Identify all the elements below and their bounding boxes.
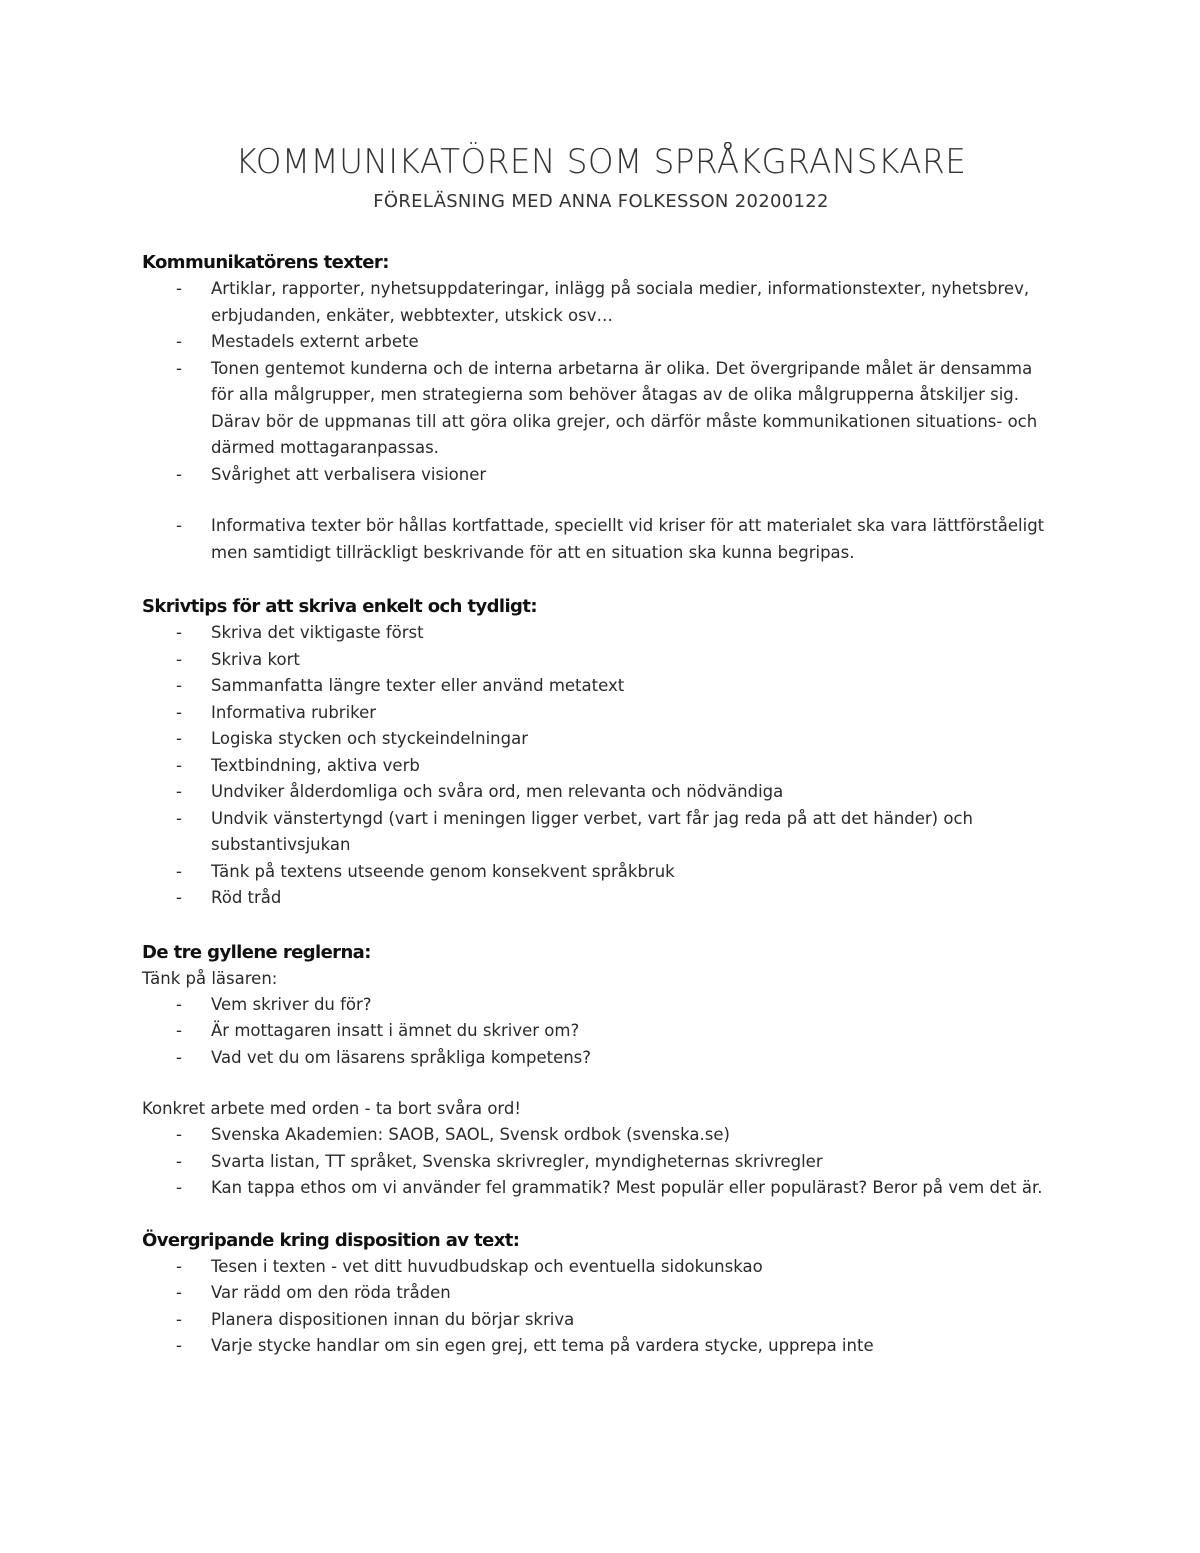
list-item: - Tonen gentemot kunderna och de interna arbetarna är olika. Det övergripande målet är densamma för alla målgrupper, men strategierna som behöver åtagas av de olika målgrupperna åtskiljer sig. Därav bör de uppmanas till att göra olika grejer, och därför måste kommunikationen situations- och därmed mottagaranpassas.: [142, 356, 1060, 462]
dash-bullet: -: [176, 1125, 182, 1144]
dash-bullet: -: [176, 1309, 182, 1329]
list-texter-extra: [142, 513, 1060, 566]
list-item: - Röd tråd: [142, 885, 1060, 912]
dash-bullet: -: [176, 1336, 182, 1355]
list-item: - Skriva kort: [142, 647, 1060, 674]
list-item: - Textbindning, aktiva verb: [142, 753, 1060, 780]
dash-bullet: -: [176, 1283, 182, 1302]
dash-bullet: -: [176, 861, 182, 881]
dash-bullet: -: [176, 755, 182, 775]
dash-bullet: -: [176, 332, 182, 351]
dash-bullet: -: [176, 1151, 182, 1171]
list-item: - Undviker ålderdomliga och svåra ord, men relevanta och nödvändiga: [142, 779, 1060, 806]
dash-bullet: -: [176, 782, 182, 801]
dash-bullet: -: [176, 702, 182, 722]
list-item: - Varje stycke handlar om sin egen grej, ett tema på vardera stycke, upprepa inte: [142, 1333, 1060, 1360]
dash-bullet: -: [176, 516, 182, 535]
list-item: - Svarta listan, TT språket, Svenska skrivregler, myndigheternas skrivregler: [142, 1149, 1060, 1176]
regler-intro: Tänk på läsaren:: [142, 968, 278, 988]
regler-intro-2: Konkret arbete med orden - ta bort svåra ord!: [142, 1099, 522, 1118]
dash-bullet: -: [176, 1178, 182, 1197]
list-item: - Kan tappa ethos om vi använder fel grammatik? Mest populär eller populärast? Beror på vem det är.: [142, 1175, 1060, 1202]
dash-bullet: -: [176, 994, 182, 1014]
list-item: - Artiklar, rapporter, nyhetsuppdateringar, inlägg på sociala medier, informationstexter, nyhetsbrev, erbjudanden, enkäter, webbtexter, utskick osv…: [142, 276, 1060, 329]
list-item: - Logiska stycken och styckeindelningar: [142, 726, 1060, 753]
list-item: - Informativa rubriker: [142, 700, 1060, 727]
dash-bullet: -: [176, 1047, 182, 1067]
list-item: - Skriva det viktigaste först: [142, 620, 1060, 647]
document-title: KOMMUNIKATÖREN SOM SPRÅKGRANSKARE: [235, 142, 967, 182]
dash-bullet: -: [176, 649, 182, 669]
list-item: - Vad vet du om läsarens språkliga kompetens?: [142, 1045, 1060, 1072]
list-texter: [142, 276, 1060, 488]
dash-bullet: -: [176, 464, 182, 484]
list-item: - Tesen i texten - vet ditt huvudbudskap och eventuella sidokunskao: [142, 1254, 1060, 1281]
list-item: - Tänk på textens utseende genom konsekvent språkbruk: [142, 859, 1060, 886]
list-skrivtips: [142, 620, 1060, 912]
dash-bullet: -: [176, 623, 182, 642]
list-disposition: [142, 1254, 1060, 1360]
dash-bullet: -: [176, 808, 182, 828]
section-heading-texter: Kommunikatörens texter:: [142, 252, 389, 273]
section-heading-disposition: Övergripande kring disposition av text:: [142, 1229, 520, 1251]
dash-bullet: -: [176, 676, 182, 695]
list-item: - Undvik vänstertyngd (vart i meningen ligger verbet, vart får jag reda på att det händer) och substantivsjukan: [142, 806, 1060, 859]
list-item: - Svårighet att verbalisera visioner: [142, 462, 1060, 489]
dash-bullet: -: [176, 1256, 182, 1276]
dash-bullet: -: [176, 1021, 182, 1040]
document-subtitle: FÖRELÄSNING MED ANNA FOLKESSON 20200122: [373, 191, 829, 212]
dash-bullet: -: [176, 358, 182, 378]
list-item: - Planera dispositionen innan du börjar skriva: [142, 1307, 1060, 1334]
list-item: - Svenska Akademien: SAOB, SAOL, Svensk ordbok (svenska.se): [142, 1122, 1060, 1149]
list-regler: [142, 992, 1060, 1072]
list-item: - Sammanfatta längre texter eller använd metatext: [142, 673, 1060, 700]
list-item: - Mestadels externt arbete: [142, 329, 1060, 356]
list-regler-2: [142, 1122, 1060, 1202]
list-item: - Var rädd om den röda tråden: [142, 1280, 1060, 1307]
section-heading-skrivtips: Skrivtips för att skriva enkelt och tydligt:: [142, 596, 537, 617]
dash-bullet: -: [176, 729, 182, 748]
list-item: - Informativa texter bör hållas kortfattade, speciellt vid kriser för att materialet ska vara lättförståeligt men samtidigt tillräckligt beskrivande för att en situation ska kunna begripas.: [142, 513, 1060, 566]
dash-bullet: -: [176, 279, 182, 298]
list-item: - Vem skriver du för?: [142, 992, 1060, 1019]
section-heading-regler: De tre gyllene reglerna:: [142, 941, 371, 963]
dash-bullet: -: [176, 888, 182, 907]
list-item: - Är mottagaren insatt i ämnet du skriver om?: [142, 1018, 1060, 1045]
